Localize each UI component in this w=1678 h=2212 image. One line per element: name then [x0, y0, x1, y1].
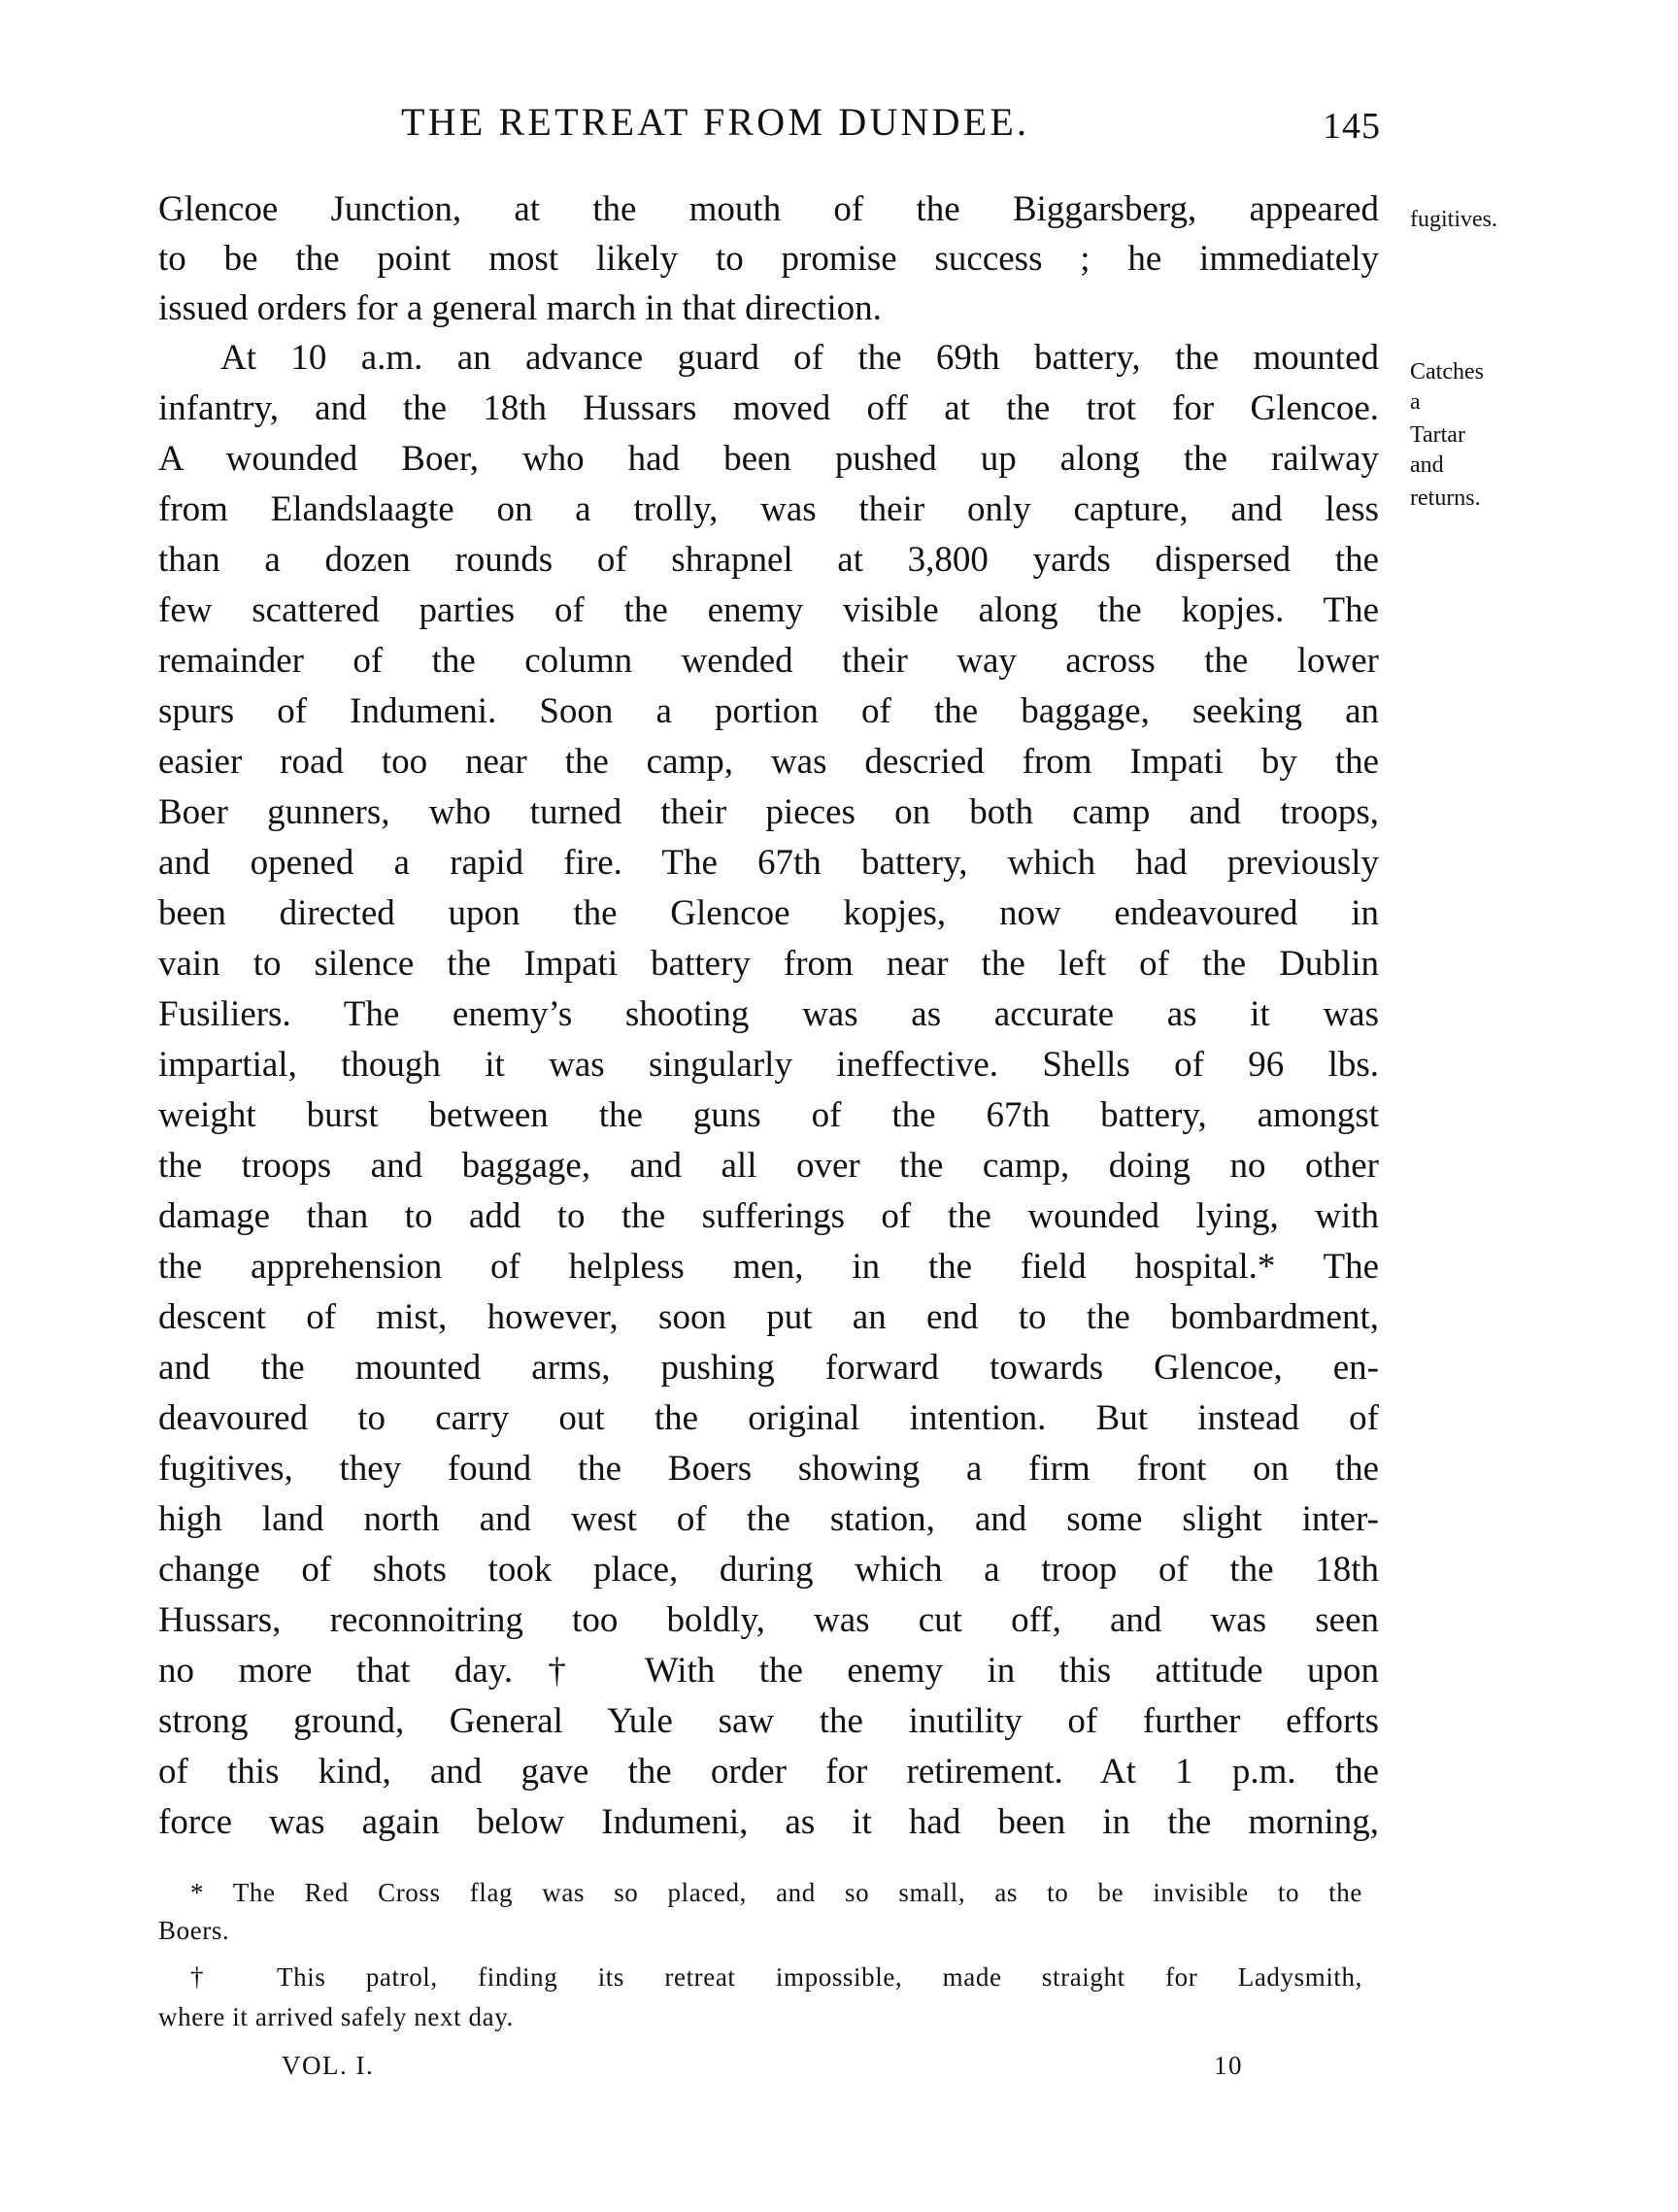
text-line: fugitives, they found the Boers showing a firm front on the — [158, 1449, 1379, 1489]
text-line: from Elandslaagte on a trolly, was their only capture, and less — [158, 489, 1379, 529]
margin-note-line: a — [1410, 389, 1421, 415]
text-line: Glencoe Junction, at the mouth of the Biggarsberg, appeared — [158, 189, 1379, 229]
text-line: Fusiliers. The enemy’s shooting was as accurate as it was — [158, 994, 1379, 1034]
text-line: strong ground, General Yule saw the inutility of further efforts — [158, 1701, 1379, 1741]
text-line: impartial, though it was singularly ineffective. Shells of 96 lbs. — [158, 1045, 1379, 1085]
text-line: At 10 a.m. an advance guard of the 69th battery, the mounted — [220, 338, 1379, 378]
margin-note-line: Catches — [1410, 359, 1484, 385]
text-line: infantry, and the 18th Hussars moved off at the trot for Glencoe. — [158, 388, 1379, 428]
margin-note-line: returns. — [1410, 486, 1481, 511]
text-line: few scattered parties of the enemy visible along the kopjes. The — [158, 590, 1379, 630]
margin-note-line: fugitives. — [1410, 207, 1497, 232]
text-line: Boer gunners, who turned their pieces on both camp and troops, — [158, 792, 1379, 832]
text-line: no more that day.† With the enemy in this attitude upon — [158, 1651, 1379, 1691]
footnote-line: Boers. — [158, 1916, 230, 1945]
text-line: change of shots took place, during which a troop of the 18th — [158, 1550, 1379, 1590]
text-line: easier road too near the camp, was descried from Impati by the — [158, 742, 1379, 782]
text-line: deavoured to carry out the original intention. But instead of — [158, 1398, 1379, 1438]
text-line: and opened a rapid fire. The 67th battery, which had previously — [158, 843, 1379, 883]
text-line: A wounded Boer, who had been pushed up along the railway — [158, 439, 1379, 479]
footnote-line: where it arrived safely next day. — [158, 2002, 514, 2031]
text-line: vain to silence the Impati battery from near the left of the Dublin — [158, 944, 1379, 984]
text-line: spurs of Indumeni. Soon a portion of the baggage, seeking an — [158, 691, 1379, 731]
text-line: high land north and west of the station, and some slight inter- — [158, 1499, 1379, 1539]
text-line: force was again below Indumeni, as it had been in the morning, — [158, 1802, 1379, 1842]
footnote-line: † This patrol, finding its retreat impossible, made straight for Ladysmith, — [190, 1962, 1362, 1992]
text-line: weight burst between the guns of the 67th battery, amongst — [158, 1095, 1379, 1135]
text-line: descent of mist, however, soon put an end to the bombardment, — [158, 1297, 1379, 1337]
text-line: remainder of the column wended their way across the lower — [158, 641, 1379, 681]
text-line: of this kind, and gave the order for retirement. At 1 p.m. the — [158, 1752, 1379, 1792]
text-line: issued orders for a general march in that direction. — [158, 288, 882, 328]
running-title: THE RETREAT FROM DUNDEE. — [401, 100, 1030, 144]
text-line: to be the point most likely to promise success ; he immediately — [158, 239, 1379, 279]
page-number: 145 — [1323, 106, 1381, 147]
text-line: the apprehension of helpless men, in the field hospital.* The — [158, 1247, 1379, 1287]
margin-note-line: Tartar — [1410, 422, 1465, 448]
text-line: the troops and baggage, and all over the camp, doing no other — [158, 1146, 1379, 1186]
signature-mark: 10 — [1214, 2051, 1243, 2080]
footnote-line: * The Red Cross flag was so placed, and so small, as to be invisible to the — [190, 1878, 1362, 1907]
text-line: and the mounted arms, pushing forward towards Glencoe, en- — [158, 1348, 1379, 1388]
margin-note-line: and — [1410, 452, 1444, 478]
text-line: than a dozen rounds of shrapnel at 3,800 yards dispersed the — [158, 540, 1379, 580]
text-line: Hussars, reconnoitring too boldly, was cut off, and was seen — [158, 1600, 1379, 1640]
text-line: been directed upon the Glencoe kopjes, now endeavoured in — [158, 893, 1379, 933]
text-line: damage than to add to the sufferings of the wounded lying, with — [158, 1196, 1379, 1236]
volume-label: VOL. I. — [282, 2051, 375, 2080]
